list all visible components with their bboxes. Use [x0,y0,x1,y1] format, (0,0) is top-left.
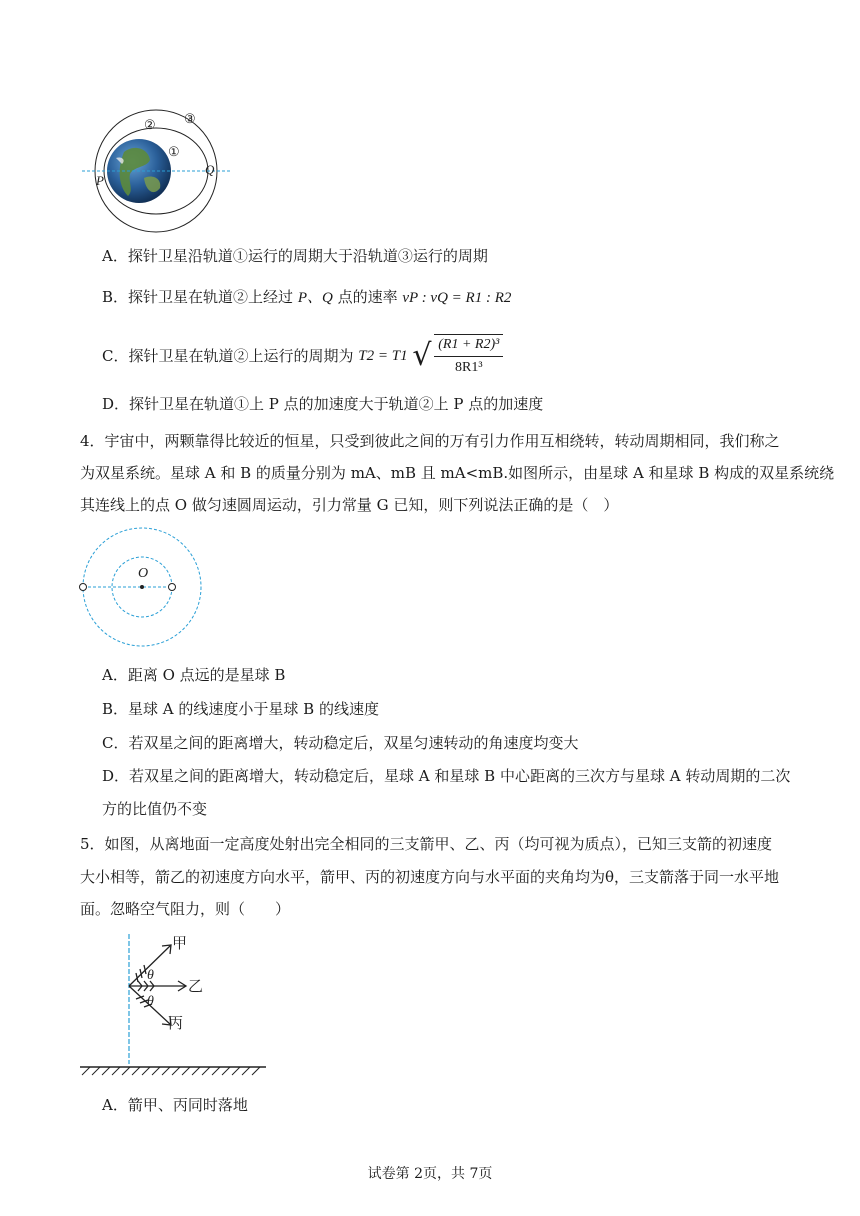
orbit-label-3: ③ [184,112,196,127]
q4-stem-line1: 4．宇宙中，两颗靠得比较近的恒星，只受到彼此之间的万有引力作用互相绕转，转动周期相同，我们称之 [80,432,780,450]
q3-option-b-points: P、Q [297,290,333,306]
binary-star-figure [76,525,216,650]
theta-label-upper: θ [147,968,154,983]
q3-option-a[interactable]: A．探针卫星沿轨道①运行的周期大于沿轨道③运行的周期 [102,247,488,265]
star-left [80,584,87,591]
q4-option-d-line2: 方的比值仍不变 [102,800,208,818]
center-label-o: O [138,566,149,581]
q5-stem-line1: 5．如图，从离地面一定高度处射出完全相同的三支箭甲、乙、丙（均可视为质点），已知三支箭的初速度 [80,835,773,853]
arrow-yi-label: 乙 [188,977,204,995]
q4-option-a[interactable]: A．距离 O 点远的是星球 B [102,666,286,684]
orbit-label-2: ② [144,118,156,133]
q4-stem-line2: 为双星系统。星球 A 和 B 的质量分别为 mA、mB 且 mA<mB.如图所示，由星球 A 和星球 B 构成的双星系统绕 [80,464,835,482]
q3-option-c[interactable] [102,334,503,378]
q3-option-b-mid: 点的速率 [337,288,398,306]
q4-option-b[interactable]: B．星球 A 的线速度小于星球 B 的线速度 [102,700,379,718]
q3-option-d[interactable]: D．探针卫星在轨道①上 P 点的加速度大于轨道②上 P 点的加速度 [102,395,544,413]
q3-option-b-formula: vP : vQ = R1 : R2 [402,290,512,306]
q4-stem-line3: 其连线上的点 O 做匀速圆周运动，引力常量 G 已知，则下列说法正确的是（ ） [80,496,619,514]
point-p-label: P [96,173,104,188]
star-right [169,584,176,591]
q3-option-c-lhs: T2 = T1 [358,348,408,364]
theta-label-lower: θ [147,994,154,1009]
orbit-figure [76,108,236,233]
q3-option-c-prefix: C．探针卫星在轨道②上运行的周期为 [102,347,354,365]
q5-stem-line2: 大小相等，箭乙的初速度方向水平，箭甲、丙的初速度方向与水平面的夹角均为θ，三支箭落于同一水平地 [80,868,780,886]
ground-hatch [82,1067,260,1075]
q3-option-b-prefix: B．探针卫星在轨道②上经过 [102,288,294,306]
q5-option-a[interactable]: A．箭甲、丙同时落地 [102,1096,248,1114]
center-point [140,585,144,589]
fraction-denominator: 8R1³ [455,360,483,375]
q3-option-b[interactable] [102,287,511,308]
arrow-jia-label: 甲 [172,934,188,952]
page-footer: 试卷第 2页，共 7页 [367,1166,493,1182]
orbit-label-1: ① [168,145,180,160]
q5-stem-line3: 面。忽略空气阻力，则（ ） [80,900,291,918]
arrows-figure [76,930,276,1080]
q3-option-c-fraction [434,334,503,378]
fraction-numerator: (R1 + R2)³ [434,335,503,357]
arrow-yi [129,981,186,991]
q4-option-c[interactable]: C．若双星之间的距离增大，转动稳定后，双星匀速转动的角速度均变大 [102,734,579,752]
point-q-label: Q [205,162,215,177]
arrow-bing-label: 丙 [168,1014,184,1032]
sqrt-sign: √ [412,338,432,373]
q4-option-d-line1[interactable]: D．若双星之间的距离增大，转动稳定后，星球 A 和星球 B 中心距离的三次方与星球 A 转动周期的二次 [102,767,791,785]
